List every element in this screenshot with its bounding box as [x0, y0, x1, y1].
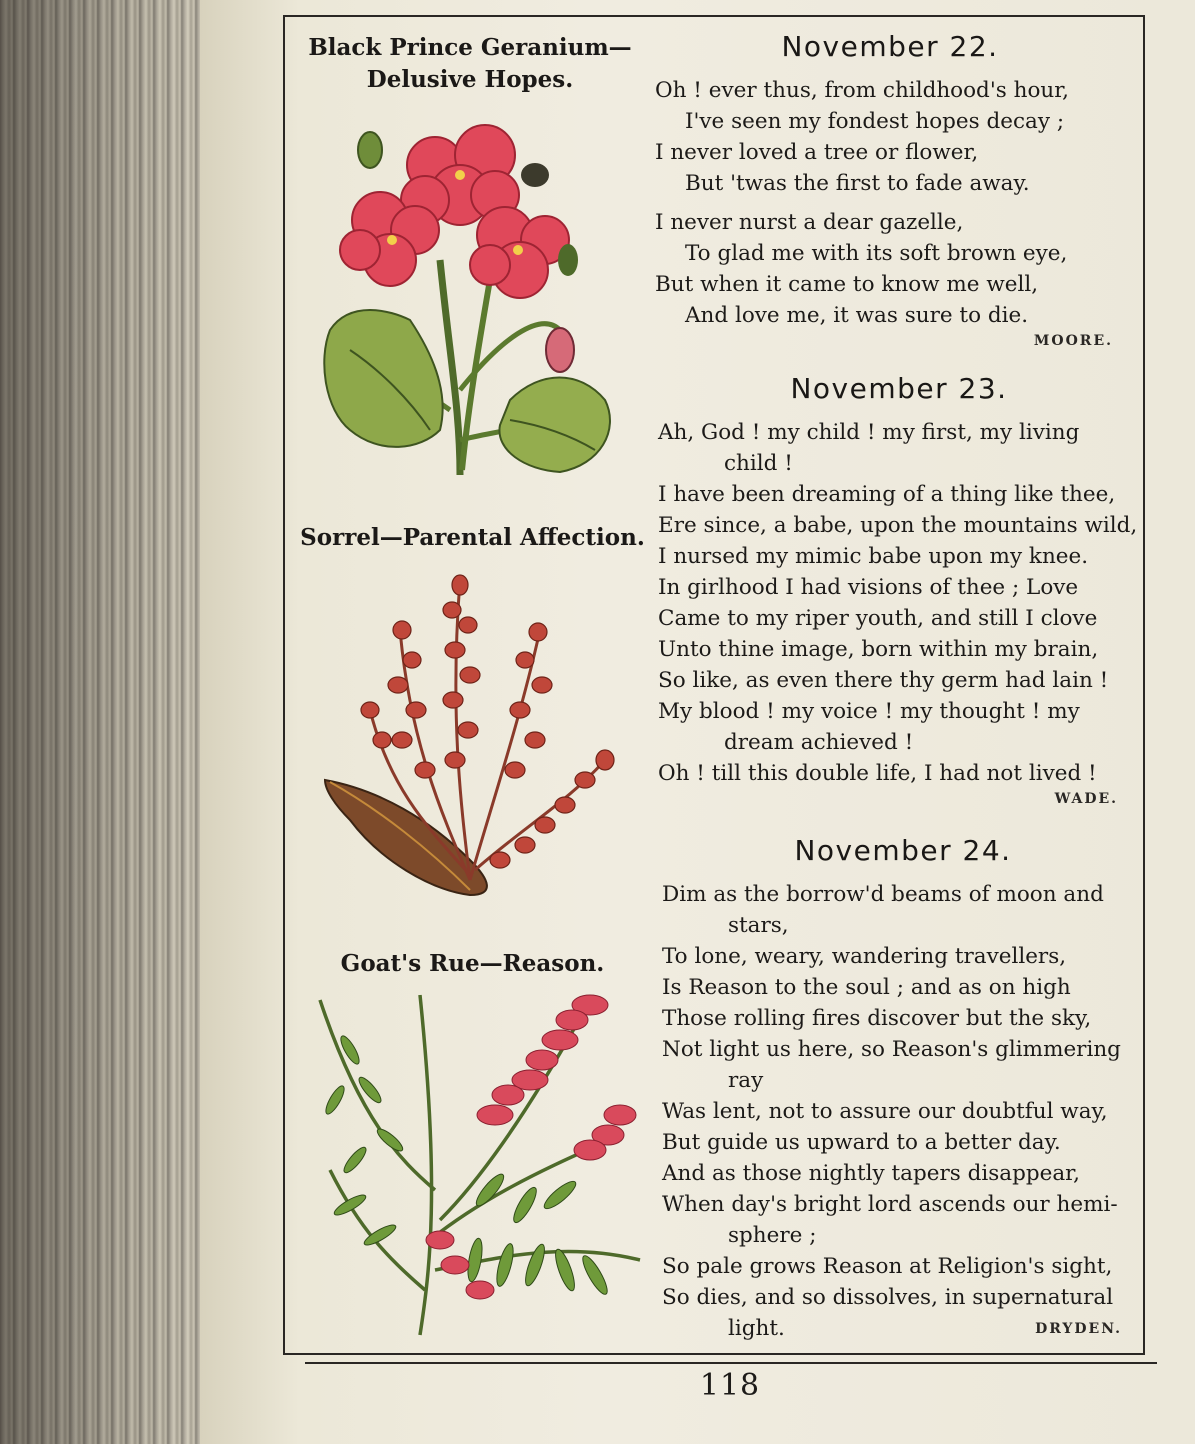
entry-november-23 — [658, 372, 1140, 809]
verse-line: So pale grows Reason at Religion's sight, — [662, 1254, 1113, 1279]
verse-line: I never nurst a dear gazelle, — [655, 210, 964, 235]
book-edge-shadow — [0, 0, 210, 1444]
entry-november-22 — [655, 30, 1125, 351]
entry-author: MOORE. — [1033, 333, 1113, 349]
verse-line: And as those nightly tapers disappear, — [662, 1161, 1080, 1186]
verse-line: And love me, it was sure to die. — [685, 303, 1029, 328]
entry-november-24 — [662, 834, 1144, 1344]
plate-caption-line: Sorrel—Parental Affection. — [300, 524, 645, 551]
verse-line: ray — [728, 1068, 764, 1093]
page-number: 118 — [699, 1368, 761, 1403]
plate-caption-geranium — [300, 32, 640, 96]
verse-line: stars, — [728, 913, 789, 938]
verse-line: My blood ! my voice ! my thought ! my — [658, 699, 1080, 724]
verse-line: I nursed my mimic babe upon my knee. — [658, 544, 1089, 569]
verse-line: To glad me with its soft brown eye, — [685, 241, 1068, 266]
verse-line: I never loved a tree or flower, — [655, 140, 979, 165]
verse-line: Ah, God ! my child ! my first, my living — [658, 420, 1080, 445]
verse-line: In girlhood I had visions of thee ; Love — [658, 575, 1079, 600]
verse-line: But guide us upward to a better day. — [662, 1130, 1061, 1155]
verse-line: I have been dreaming of a thing like thee, — [658, 482, 1116, 507]
plate-caption-line: Black Prince Geranium— — [308, 34, 632, 61]
verse-line: Is Reason to the soul ; and as on high — [662, 975, 1071, 1000]
verse-line: Dim as the borrow'd beams of moon and — [662, 882, 1104, 907]
entry-date: November 22. — [781, 30, 999, 63]
entry-date: November 23. — [790, 372, 1008, 405]
verse-line: I've seen my fondest hopes decay ; — [685, 109, 1065, 134]
entry-author: DRYDEN. — [1035, 1321, 1122, 1337]
verse-line: sphere ; — [728, 1223, 817, 1248]
plate-caption-line: Delusive Hopes. — [366, 66, 574, 93]
verse-line: When day's bright lord ascends our hemi- — [662, 1192, 1118, 1217]
verse-line: Ere since, a babe, upon the mountains wild, — [658, 513, 1138, 538]
verse-line: Those rolling fires discover but the sky, — [662, 1006, 1092, 1031]
verse-line: Oh ! till this double life, I had not lived ! — [658, 761, 1097, 786]
verse-line: dream achieved ! — [724, 730, 914, 755]
geranium-illustration — [320, 110, 620, 480]
sorrel-illustration — [320, 570, 620, 905]
verse-line: Not light us here, so Reason's glimmering — [662, 1037, 1121, 1062]
plate-caption-sorrel — [300, 522, 645, 554]
bottom-rule — [305, 1362, 1157, 1364]
entry-author: WADE. — [1054, 791, 1118, 807]
verse-line: Was lent, not to assure our doubtful way, — [662, 1099, 1108, 1124]
verse-line: To lone, weary, wandering travellers, — [662, 944, 1067, 969]
plate-caption-line: Goat's Rue—Reason. — [340, 950, 605, 977]
verse-line: light. — [728, 1316, 785, 1341]
verse-line: child ! — [724, 451, 793, 476]
verse-line: So dies, and so dissolves, in supernatural — [662, 1285, 1114, 1310]
verse-line: Unto thine image, born within my brain, — [658, 637, 1099, 662]
entry-date: November 24. — [794, 834, 1012, 867]
verse-line: Oh ! ever thus, from childhood's hour, — [655, 78, 1069, 103]
verse-line: But 'twas the first to fade away. — [685, 171, 1030, 196]
plate-caption-goats-rue — [300, 948, 645, 980]
verse-line: So like, as even there thy germ had lain ! — [658, 668, 1109, 693]
verse-line: Came to my riper youth, and still I clove — [658, 606, 1098, 631]
verse-line: But when it came to know me well, — [655, 272, 1039, 297]
goats-rue-illustration — [310, 990, 650, 1340]
